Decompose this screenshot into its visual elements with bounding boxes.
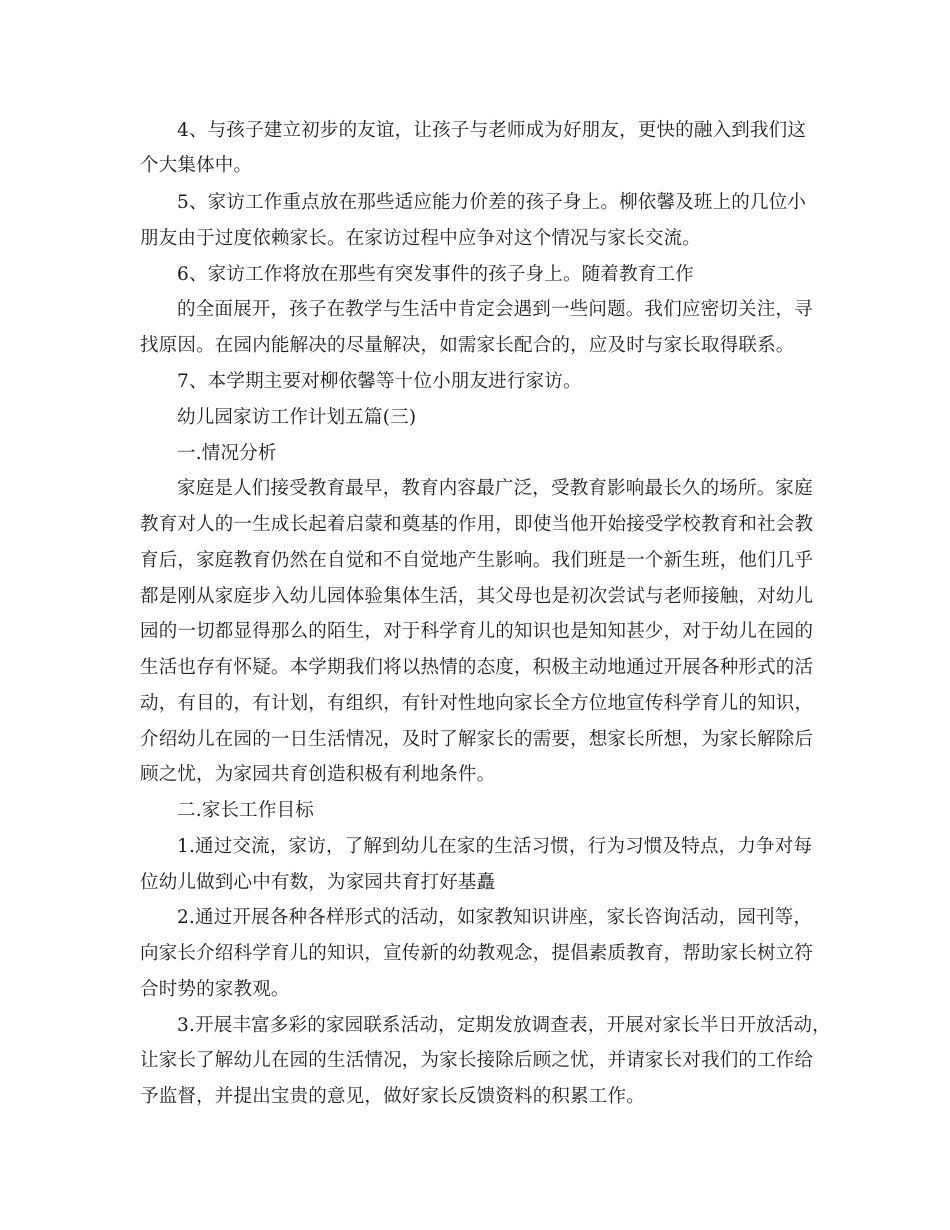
paragraph-line: 5、家访工作重点放在那些适应能力价差的孩子身上。柳依馨及班上的几位小 (177, 192, 807, 213)
paragraph-line: 育后，家庭教育仍然在自觉和不自觉地产生影响。我们班是一个新生班，他们几乎 (140, 550, 814, 571)
paragraph-line: 位幼儿做到心中有数，为家园共育打好基矗 (140, 872, 496, 893)
paragraph-line: 家庭是人们接受教育最早，教育内容最广泛，受教育影响最长久的场所。家庭 (177, 478, 813, 499)
paragraph-line: 予监督，并提出宝贵的意见，做好家长反馈资料的积累工作。 (140, 1086, 645, 1107)
paragraph-line: 让家长了解幼儿在园的生活情况，为家长接除后顾之忧，并请家长对我们的工作给 (140, 1050, 814, 1071)
paragraph-line: 顾之忧，为家园共育创造积极有利地条件。 (140, 764, 496, 785)
paragraph-line: 3.开展丰富多彩的家园联系活动，定期发放调查表，开展对家长半日开放活动， (177, 1015, 831, 1036)
paragraph-line: 合时势的家教观。 (140, 979, 290, 1000)
paragraph-line: 都是刚从家庭步入幼儿园体验集体生活，其父母也是初次尝试与老师接触，对幼儿 (140, 586, 814, 607)
section-heading: 一.情况分析 (177, 443, 277, 464)
paragraph-line: 6、家访工作将放在那些有突发事件的孩子身上。随着教育工作 (177, 264, 694, 285)
paragraph-line: 朋友由于过度依赖家长。在家访过程中应争对这个情况与家长交流。 (140, 228, 702, 249)
paragraph-line: 介绍幼儿在园的一日生活情况，及时了解家长的需要，想家长所想，为家长解除后 (140, 729, 814, 750)
paragraph-line: 的全面展开，孩子在教学与生活中肯定会遇到一些问题。我们应密切关注，寻 (177, 299, 813, 320)
paragraph-line: 4、与孩子建立初步的友谊，让孩子与老师成为好朋友，更快的融入到我们这 (177, 120, 807, 141)
paragraph-line: 找原因。在园内能解决的尽量解决，如需家长配合的，应及时与家长取得联系。 (140, 335, 795, 356)
paragraph-line: 向家长介绍科学育儿的知识，宣传新的幼教观念，提倡素质教育，帮助家长树立符 (140, 943, 814, 964)
paragraph-line: 1.通过交流，家访，了解到幼儿在家的生活习惯，行为习惯及特点，力争对每 (177, 836, 813, 857)
section-heading: 二.家长工作目标 (177, 800, 314, 821)
paragraph-line: 7、本学期主要对柳依馨等十位小朋友进行家访。 (177, 371, 582, 392)
paragraph-line: 园的一切都显得那么的陌生，对于科学育儿的知识也是知知甚少，对于幼儿在园的 (140, 621, 814, 642)
paragraph-line: 个大集体中。 (140, 155, 253, 176)
paragraph-line: 生活也存有怀疑。本学期我们将以热情的态度，积极主动地通过开展各种形式的活 (140, 657, 814, 678)
paragraph-line: 教育对人的一生成长起着启蒙和奠基的作用，即使当他开始接受学校教育和社会教 (140, 514, 814, 535)
paragraph-line: 动，有目的，有计划，有组织，有针对性地向家长全方位地宣传科学育儿的知识， (140, 693, 814, 714)
section-title: 幼儿园家访工作计划五篇(三) (177, 407, 417, 428)
paragraph-line: 2.通过开展各种各样形式的活动，如家教知识讲座，家长咨询活动，园刊等， (177, 907, 813, 928)
